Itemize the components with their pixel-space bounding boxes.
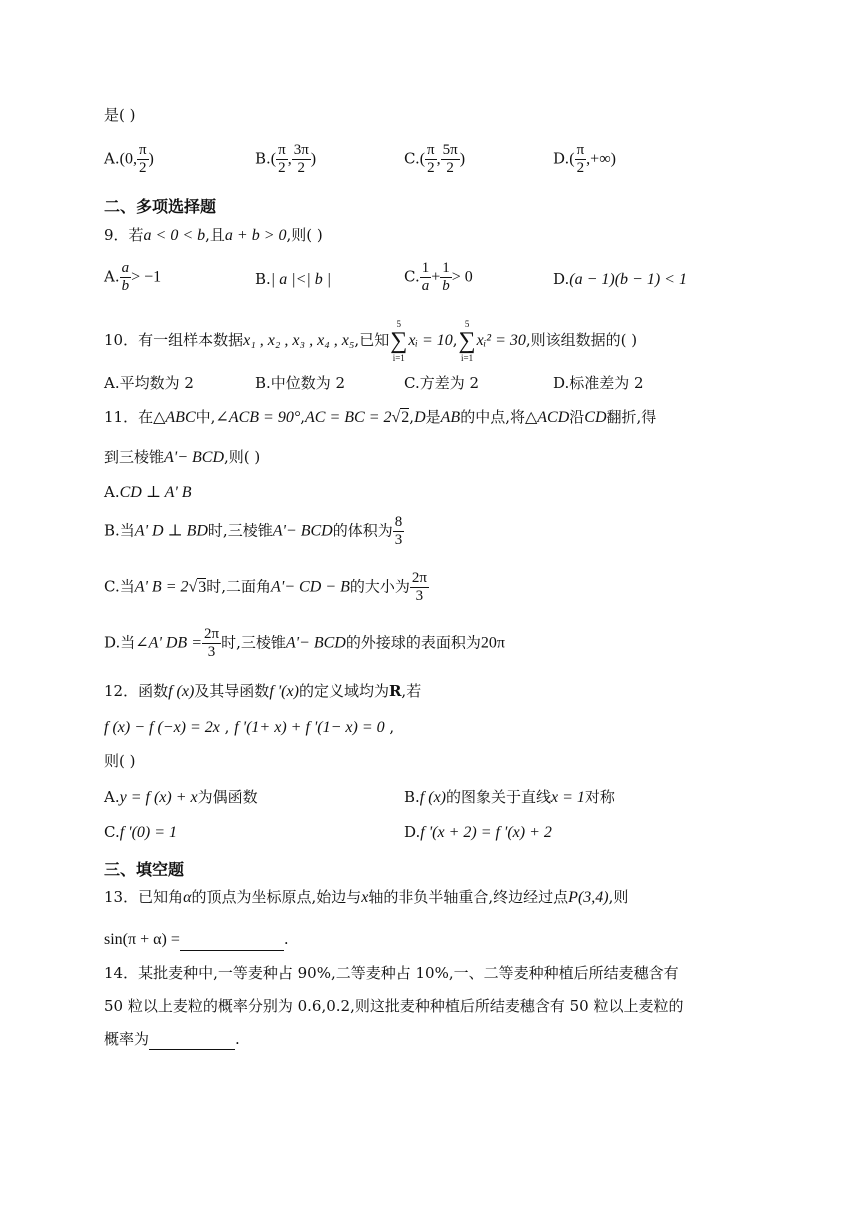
q9-option-b: B.| a |<| b | <box>255 270 332 288</box>
q12-option-c: C.f '(0) = 1 <box>104 823 178 841</box>
q11-option-c: C.当A' B = 2√3时,二面角A'− CD − B的大小为 $\frac{2\pi}{3}$ <box>104 570 427 604</box>
q11-option-d: D.当∠A' DB = $\frac{2\pi}{3}$ 时,三棱锥A'− BCD的外接球的表面积为20π <box>104 626 505 660</box>
q8-stem: 是( ) <box>104 106 136 124</box>
q14-line1: 14．某批麦种中,一等麦种占 90%,二等麦种占 10%,一、二等麦种种植后所结麦穗含有 <box>104 964 679 982</box>
q12-stem-line3: 则( ) <box>104 752 136 770</box>
q11-option-a: A.CD ⊥ A' B <box>104 483 192 501</box>
q14-line3: 概率为 . <box>104 1030 240 1048</box>
q8-option-a: A.(0, $\frac{\pi}{2}$ ) <box>104 142 154 176</box>
q8-option-d: D.( $\frac{\pi}{2}$ ,+∞) <box>553 142 616 176</box>
q8-option-b: B.( $\frac{\pi}{2}$ , $\frac{3\pi}{2}$ ) <box>255 142 317 176</box>
q11-stem-line2: 到三棱锥A'− BCD,则( ) <box>104 448 261 466</box>
q12-option-d: D.f '(x + 2) = f '(x) + 2 <box>404 823 552 841</box>
q12-option-a: A.y = f (x) + x为偶函数 <box>104 788 258 806</box>
q12-stem-line2: f (x) − f (−x) = 2x , f '(1+ x) + f '(1− x) = 0 , <box>104 718 395 736</box>
section-heading-multiple-choice: 二、多项选择题 <box>104 197 217 216</box>
q10-stem: 10．有一组样本数据x₁ , x₂ , x₃ , x₄ , x₅,已知 5 ∑ i=1 xᵢ = 10, 5 ∑ i=1 xᵢ² = 30,则该组数据的( ) <box>104 319 638 363</box>
q10-option-c: C.方差为 2 <box>404 374 480 392</box>
q12-stem-line1: 12．函数f (x)及其导函数f '(x)的定义域均为R,若 <box>104 682 422 700</box>
q9-option-a: A. $\frac{a}{b}$ > −1 <box>104 260 162 294</box>
fraction: $\frac{\pi}{2}$ <box>138 142 147 176</box>
q10-option-d: D.标准差为 2 <box>553 374 644 392</box>
section-heading-fill-in: 三、填空题 <box>104 860 185 879</box>
q11-option-b: B.当A' D ⊥ BD时,三棱锥A'− BCD的体积为 $\frac{8}{3}$ <box>104 514 403 548</box>
q13-stem-line2: sin(π + α) = . <box>104 928 289 951</box>
answer-blank[interactable] <box>180 936 284 951</box>
q13-stem-line1: 13．已知角α的顶点为坐标原点,始边与x轴的非负半轴重合,终边经过点P(3,4),则 <box>104 888 629 906</box>
q10-option-a: A.平均数为 2 <box>104 374 194 392</box>
answer-blank[interactable] <box>149 1035 235 1050</box>
q14-line2: 50 粒以上麦粒的概率分别为 0.6,0.2,则这批麦种种植后所结麦穗含有 50 粒以上麦粒的 <box>104 997 684 1015</box>
q10-option-b: B.中位数为 2 <box>255 374 346 392</box>
q9-option-c: C. $\frac{1}{a}$ + $\frac{1}{b}$ > 0 <box>404 260 473 294</box>
q9-stem: 9．若a < 0 < b,且a + b > 0,则( ) <box>104 226 323 244</box>
q8-option-c: C.( $\frac{\pi}{2}$ , $\frac{5\pi}{2}$ ) <box>404 142 466 176</box>
q12-option-b: B.f (x)的图象关于直线x = 1对称 <box>404 788 615 806</box>
q11-stem-line1: 11．在△ABC中,∠ACB = 90°,AC = BC = 2√2,D是AB的中点,将△ACD沿CD翻折,得 <box>104 408 657 426</box>
q9-option-d: D.(a − 1)(b − 1) < 1 <box>553 270 687 288</box>
